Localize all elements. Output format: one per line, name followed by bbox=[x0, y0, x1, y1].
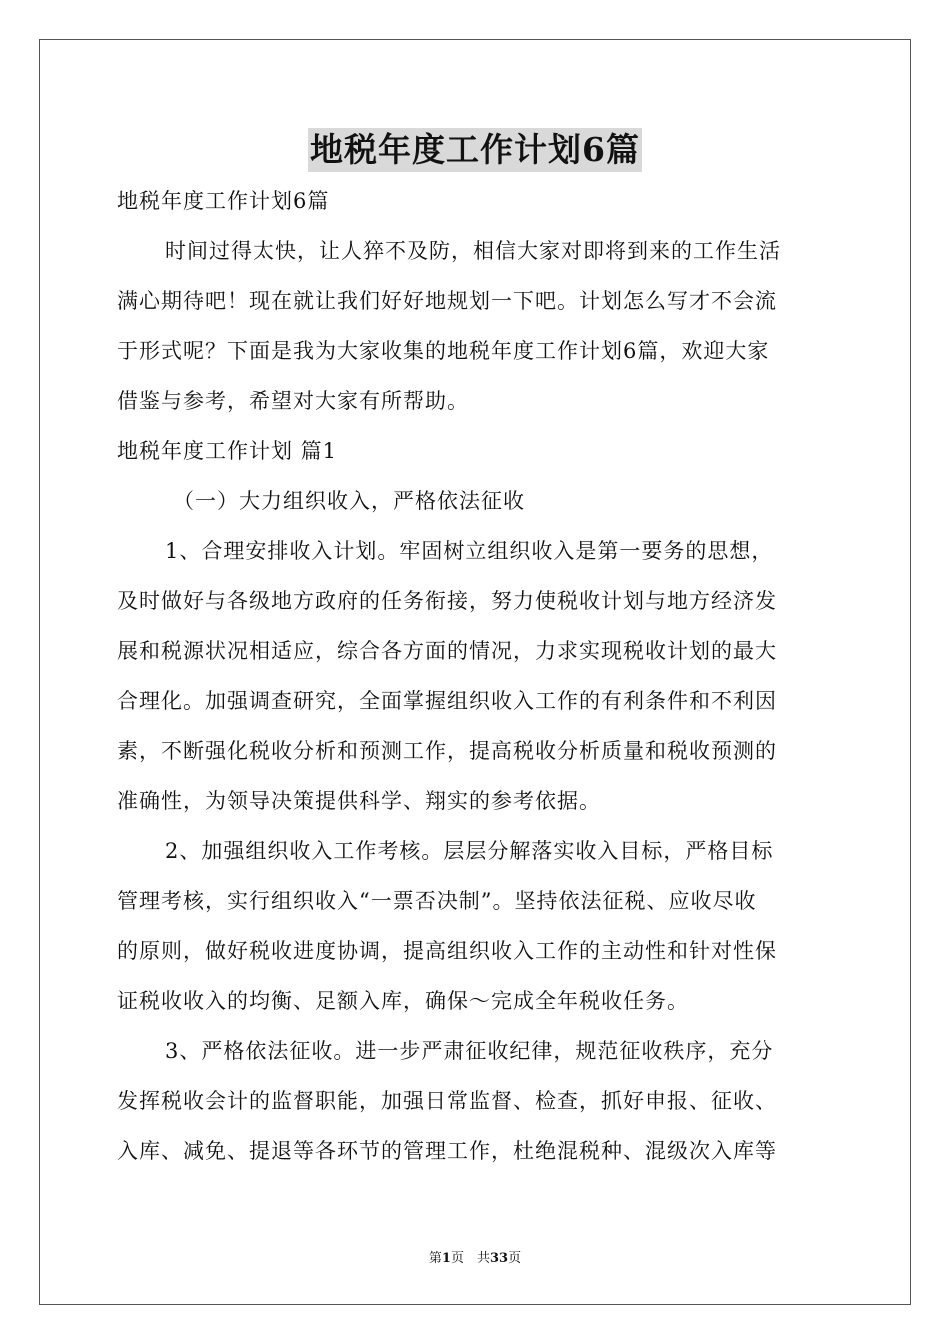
text-line: 合理化。加强调查研究，全面掌握组织收入工作的有利条件和不利因 bbox=[117, 689, 777, 713]
text-line: 1、合理安排收入计划。牢固树立组织收入是第一要务的思想， bbox=[165, 539, 774, 563]
text-line: 地税年度工作计划6篇 bbox=[117, 189, 330, 213]
text-line: 地税年度工作计划 篇1 bbox=[117, 439, 338, 463]
text-line: 时间过得太快，让人猝不及防，相信大家对即将到来的工作生活 bbox=[165, 239, 781, 263]
footer-middle: 页 共 bbox=[450, 1251, 490, 1266]
document-body bbox=[117, 176, 833, 1176]
text-line: 于形式呢？下面是我为大家收集的地税年度工作计划6篇，欢迎大家 bbox=[117, 339, 770, 363]
text-line: 准确性，为领导决策提供科学、翔实的参考依据。 bbox=[117, 789, 601, 813]
text-line: 展和税源状况相适应，综合各方面的情况，力求实现税收计划的最大 bbox=[117, 639, 777, 663]
text-line: 证税收收入的均衡、足额入库，确保～完成全年税收任务。 bbox=[117, 989, 689, 1013]
text-line: 管理考核，实行组织收入“一票否决制”。坚持依法征税、应收尽收 bbox=[117, 889, 757, 913]
document-title bbox=[0, 128, 950, 172]
text-line: （一）大力组织收入，严格依法征收 bbox=[173, 489, 525, 513]
text-line: 及时做好与各级地方政府的任务衔接，努力使税收计划与地方经济发 bbox=[117, 589, 777, 613]
footer-total-pages: 33 bbox=[489, 1251, 509, 1266]
text-line: 3、严格依法征收。进一步严肃征收纪律，规范征收秩序，充分 bbox=[165, 1039, 774, 1063]
text-line: 的原则，做好税收进度协调，提高组织收入工作的主动性和针对性保 bbox=[117, 939, 777, 963]
text-line: 借鉴与参考，希望对大家有所帮助。 bbox=[117, 389, 469, 413]
text-line: 入库、减免、提退等各环节的管理工作，杜绝混税种、混级次入库等 bbox=[117, 1139, 777, 1163]
text-line: 素，不断强化税收分析和预测工作，提高税收分析质量和税收预测的 bbox=[117, 739, 777, 763]
footer-suffix: 页 bbox=[508, 1251, 522, 1266]
text-line: 2、加强组织收入工作考核。层层分解落实收入目标，严格目标 bbox=[165, 839, 774, 863]
footer-current-page: 1 bbox=[441, 1251, 451, 1266]
text-line: 满心期待吧！现在就让我们好好地规划一下吧。计划怎么写才不会流 bbox=[117, 289, 777, 313]
page-footer bbox=[0, 1247, 950, 1266]
footer-prefix: 第 bbox=[428, 1251, 442, 1266]
text-line: 发挥税收会计的监督职能，加强日常监督、检查，抓好申报、征收、 bbox=[117, 1089, 777, 1113]
document-title-text: 地税年度工作计划6篇 bbox=[308, 128, 642, 172]
